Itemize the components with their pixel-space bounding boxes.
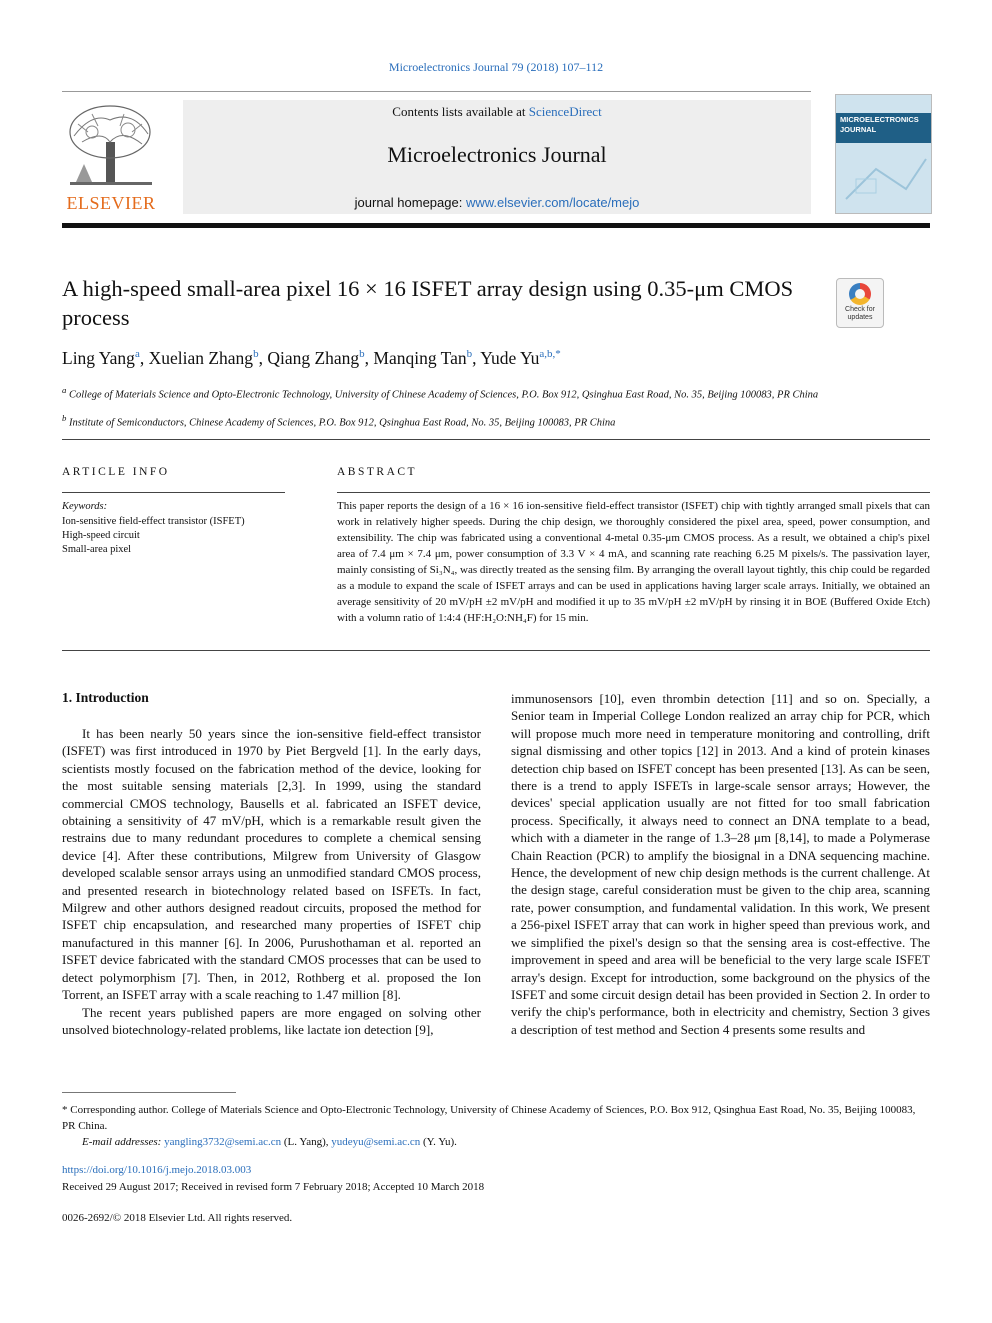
- affiliation-text: Institute of Semiconductors, Chinese Academy of Sciences, P.O. Box 912, Qsinghua East Road, No. 35, Beijing 100083, PR China: [69, 417, 616, 429]
- abstract-heading: ABSTRACT: [337, 466, 418, 478]
- email-owner: (L. Yang),: [283, 1136, 329, 1148]
- affiliation-b: [62, 411, 822, 431]
- left-column: [62, 725, 481, 1038]
- author-list: Ling Yang$^a$, Xuelian Zhang$^b$, Qiang Zhang$^b$, Manqing Tan$^b$, Yude $Yu^{a,b,*}$: [62, 348, 561, 368]
- cover-title: MICROELECTRONICS JOURNAL: [840, 115, 919, 134]
- keywords-label: Keywords:: [62, 501, 108, 512]
- tree-icon: [62, 102, 160, 192]
- email-owner: (Y. Yu).: [422, 1136, 457, 1148]
- email-link[interactable]: yangling3732@semi.ac.cn: [164, 1136, 282, 1148]
- footnote-rule: [62, 1092, 236, 1093]
- top-rule: [62, 91, 811, 92]
- corresponding-author-note: * Corresponding author. College of Materials Science and Opto-Electronic Technology, University of Chinese Academy of Sciences, P.O. Box 912, Qsinghua East Road, No. 35, Beijing 100083, PR China.: [62, 1104, 916, 1132]
- email-line: [82, 1134, 882, 1150]
- sciencedirect-link[interactable]: ScienceDirect: [528, 104, 602, 119]
- divider: [62, 650, 930, 651]
- copyright: 0026-2692/© 2018 Elsevier Ltd. All rights reserved.: [62, 1212, 293, 1224]
- author-name[interactable]: Qiang Zhang: [267, 348, 360, 368]
- paragraph: It has been nearly 50 years since the ion-sensitive field-effect transistor (ISFET) was first introduced in 1970 by Piet Bergveld [1]. In the early days, scientists mostly focused on the fabrication method of the device, looking for the most suitable sensing materials [2,3]. In 1999, using the standard commercial CMOS technology, Bausells et al. fabricated an ISFET device, obtaining a sensitivity of 47 mV/pH, which is a remarkable result given the restrains due to many redundant procedures to complete a chemical sensing device [4]. After these contributions, Milgrew from University of Glasgow developed scalable sensor arrays using an unmodified standard CMOS process, and presented research in biotechnology related based on ISFETs. In fact, Milgrew and other authors designed readout circuits, proposed the method for ISFET chip encapsulation, and researched many properties of ISFET chip manufactured in this manner [6]. In 2006, Purushothaman et al. reported an ISFET device fabricated with the standard CMOS processes that can be used to detect polymorphism [7]. Then, in 2012, Rothberg et al. proposed the Ion Torrent, an ISFET array with a scale reaching to 1.47 million [8].: [62, 726, 481, 1003]
- journal-cover[interactable]: [835, 94, 932, 214]
- elsevier-logo: [62, 102, 160, 214]
- author-name[interactable]: Ling Yang: [62, 348, 135, 368]
- author-name[interactable]: Yude Yu: [480, 348, 540, 368]
- check-updates-icon: [849, 283, 871, 305]
- divider: [62, 439, 930, 440]
- check-for-updates-button[interactable]: [836, 278, 884, 328]
- affiliation-a: [62, 383, 822, 403]
- journal-homepage: [183, 195, 811, 210]
- author-affiliation-mark[interactable]: a: [134, 348, 140, 361]
- contents-prefix: Contents lists available at: [392, 104, 529, 119]
- abstract-text: This paper reports the design of a 16 × 16 ion-sensitive field-effect transistor (ISFET) chip with tightly arranged small pixels that can work in relatively higher speeds. During the chip design, we thoroughly considered the pixel area, speed, power consumption, and extensibility. The chip was fabricated using a conventional 4-metal 0.35-μm CMOS process. As a result, we obtained a chip's pixel area of 7.4 μm × 7.4 μm, power consumption of 3.3 V × 4 mA, and scanning rate reaching 6.25 M pixels/s. The passivation layer, mainly consisting of Si₃N₄, was directly treated as the sensing film. By arranging the overall layout tightly, this chip could be regarded as a module to expand the scale of ISFET arrays and can be used in applications having larger scale arrays. Initially, we obtained an average sensitivity of 20 mV/pH ±2 mV/pH and modified it up to 35 mV/pH ±2 mV/pH by rinsing it in BOE (Buffered Oxide Etch) with a volumn ratio of 1:4:4 (HF:H₂O:NH₄F) for 15 min.: [337, 500, 930, 624]
- paragraph: The recent years published papers are more engaged on solving other unsolved biotechnology-related problems, like lactate ion detection [9],: [62, 1004, 481, 1037]
- journal-citation[interactable]: Microelectronics Journal 79 (2018) 107–112: [388, 60, 604, 74]
- affiliation-text: College of Materials Science and Opto-Electronic Technology, University of Chinese Academy of Sciences, P.O. Box 912, Qsinghua East Road, No. 35, Beijing 100083, PR China: [69, 389, 819, 401]
- doi-link[interactable]: https://doi.org/10.1016/j.mejo.2018.03.003: [62, 1164, 252, 1176]
- homepage-prefix: journal homepage:: [354, 195, 466, 210]
- cover-art-icon: [836, 149, 931, 209]
- header-thick-rule: [62, 223, 930, 228]
- divider: [337, 492, 930, 493]
- affiliation-label: b: [62, 413, 67, 423]
- section-heading: 1. Introduction: [62, 690, 149, 705]
- homepage-link[interactable]: www.elsevier.com/locate/mejo: [465, 195, 640, 210]
- email-link[interactable]: yudeyu@semi.ac.cn: [331, 1136, 421, 1148]
- journal-title: Microelectronics Journal: [387, 142, 607, 167]
- keyword-item: Ion-sensitive field-effect transistor (ISFET): [62, 516, 245, 527]
- author-affiliation-mark[interactable]: b: [359, 348, 365, 361]
- paragraph: immunosensors [10], even thrombin detection [11] and so on. Specially, a Senior team in Imperial College London realized an array chip for PCR, which will propose much more need in temperature monitoring and controlling, drift signal dismissing and other topics [12] in 2013. And a kind of protein kinases detection chip based on ISFET concept has been presented [13]. As can be seen, there is a trend to apply ISFETs in large-scale sensor arrays; However, the devices' special application usually are not fitted for too small fabrication process. Specifically, it always need to connect an DNA template to a bead, which with a diameter in the range of 1.3–28 μm [8,14], to made a Polymerase Chain Reaction (PCR) to amplify the biosignal in a DNA sequencing machine. Hence, the development of new chip design methods is the current challenge. At the design stage, careful consideration must be given to the chip area, scanning rate, power consumption, and fundamental validation. In this work, We present a 256-pixel ISFET array that can work in higher speed than previous work, and we simplified the pixel's design so that the sensing area is cost-effective. The improvement in speed and area will be beneficial to the very large scale ISFET array's design. Except for introduction, some background on the physics of the ISFET and some circuit design detail has been provided in Section 2. In order to verify the chip's performance, both in electricity and chemistry, Section 3 gives a description of test method and Section 4 presents some results and: [511, 691, 930, 1037]
- author-name[interactable]: Manqing Tan: [373, 348, 467, 368]
- article-info-heading: ARTICLE INFO: [62, 466, 170, 478]
- badge-label: Check for updates: [845, 306, 875, 321]
- affiliation-label: a: [62, 385, 67, 395]
- author-affiliation-mark[interactable]: a,b,*: [539, 348, 561, 361]
- keyword-item: Small-area pixel: [62, 544, 132, 555]
- right-column: [511, 690, 930, 1038]
- article-title: A high-speed small-area pixel 16 × 16 ISFET array design using 0.35-μm CMOS process: [62, 276, 794, 330]
- author-affiliation-mark[interactable]: b: [253, 348, 259, 361]
- publisher-name: ELSEVIER: [66, 193, 156, 213]
- contents-line: [183, 104, 811, 120]
- keyword-item: High-speed circuit: [62, 530, 140, 541]
- article-history: Received 29 August 2017; Received in revised form 7 February 2018; Accepted 10 March 2018: [62, 1181, 485, 1193]
- author-name[interactable]: Xuelian Zhang: [148, 348, 254, 368]
- divider: [62, 492, 285, 493]
- email-label: E-mail addresses:: [82, 1136, 162, 1148]
- author-affiliation-mark[interactable]: b: [466, 348, 473, 361]
